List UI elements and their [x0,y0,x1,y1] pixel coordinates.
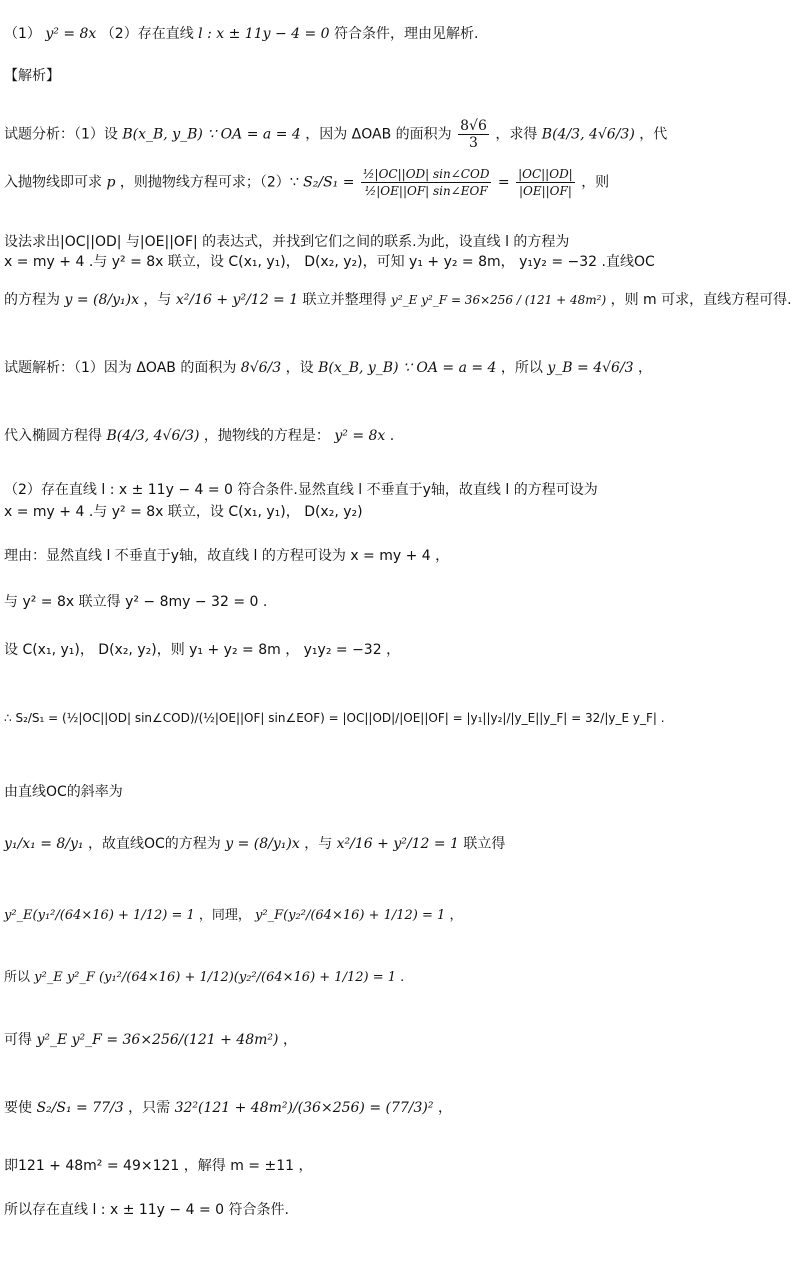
math-run: S₂/S₁ [303,174,339,191]
solution-line-10 [4,834,624,854]
text-run: ，则 [581,174,610,191]
solution-line-2 [4,426,624,446]
text-run: ，同理， [198,908,251,923]
text-run: ，求得 [495,126,538,143]
math-run: y²_F(y₂²/(64×16) + 1/12) = 1 [255,908,446,923]
math-run: B(4/3, 4√6/3) [106,428,200,444]
solution-line-15: 即121 + 48m² = 49×121 ，解得 m = ±11 ， [4,1158,313,1174]
text-run: 代入椭圆方程得 [4,428,102,444]
solution-line-7: 设 C(x₁, y₁)， D(x₂, y₂)，则 y₁ + y₂ = 8m ， y₁y₂ = −32 ， [4,642,401,658]
area-fraction [458,118,489,151]
analysis-line-3: 设法求出|OC||OD| 与|OE||OF| 的表达式，并找到它们之间的联系.为此，设直线 l 的方程为 [4,234,570,250]
solution-line-14 [4,1098,624,1118]
line-equation: l : x ± 11y − 4 = 0 [198,26,330,42]
fraction-denominator: |OE||OF| [518,184,572,198]
math-run: B(x_B, y_B) ∵ OA = a = 4 [122,126,301,143]
analysis-line-4: x = my + 4 .与 y² = 8x 联立，设 C(x₁, y₁)， D(x₂, y₂)，可知 y₁ + y₂ = 8m， y₁y₂ = −32 .直线OC [4,254,655,270]
answer-part2-label: （2）存在直线 [100,26,194,42]
solution-line-9: 由直线OC的斜率为 [4,784,123,800]
text-run: 可得 [4,1032,32,1048]
text-run: 试题解析：（1）因为 ΔOAB 的面积为 [4,360,237,376]
answer-line [4,24,624,44]
text-run: 的方程为 [4,292,60,308]
analysis-line-2: 入抛物线即可求 p ，则抛物线方程可求；（2）∵ S₂/S₁ = $\frac{\text{½|OC||OD| sin∠COD}}{\text{½|OE||OF| sin∠EOF}}$ = $\frac{|OC||OD|}{|OE||OF|}$ ，则 [4,167,610,198]
math-run: B(4/3, 4√6/3) [541,126,635,143]
math-run: y²_E(y₁²/(64×16) + 1/12) = 1 [4,908,195,923]
answer-part1-label: （1） [4,26,41,42]
text-run: ，设 [285,360,314,376]
text-run: ，与 [143,292,172,308]
text-run: ，与 [304,836,333,852]
math-run: y² = 8x [334,428,386,444]
math-run: S₂/S₁ = 77/3 [36,1100,124,1116]
solution-line-3: （2）存在直线 l : x ± 11y − 4 = 0 符合条件.显然直线 l 不垂直于y轴，故直线 l 的方程可设为 [4,482,598,498]
fraction-denominator: 3 [469,135,478,151]
parabola-equation: y² = 8x [45,26,97,42]
ellipse-equation: x²/16 + y²/12 = 1 [336,836,459,852]
fraction-denominator: ½|OE||OF| sin∠EOF [364,184,488,198]
math-run: y_B = 4√6/3 [547,360,634,376]
fraction-numerator: 8√6 [460,118,487,134]
text-run: ，故直线OC的方程为 [87,836,221,852]
text-run: 联立并整理得 [302,292,387,308]
solution-line-11 [4,906,624,926]
math-run: y²_E y²_F = 36×256 / (121 + 48m²) [391,293,607,307]
solution-line-8: ∴ S₂/S₁ = (½|OC||OD| sin∠COD)/(½|OE||OF| sin∠EOF) = |OC||OD|/|OE||OF| = |y₁||y₂|/|y_E||y_F| = 32/|y_E y_F| . [4,711,665,725]
text-run: 联立得 [463,836,506,852]
solution-line-1 [4,358,653,378]
text-run: ， [638,360,653,376]
text-run: ， [449,908,463,923]
fraction-numerator: ½|OC||OD| sin∠COD [362,167,490,181]
ellipse-equation: x²/16 + y²/12 = 1 [175,292,299,308]
text-run: ，因为 ΔOAB 的面积为 [305,126,452,143]
text-run: ，则 m 可求，直线方程可得. [610,292,792,308]
math-run: 8√6/3 [240,360,282,376]
text-run: 所以 [4,970,31,985]
text-run: ， [282,1032,297,1048]
answer-conclusion: 符合条件，理由见解析. [334,26,479,42]
text-run: 试题分析：（1）设 [4,126,118,143]
solution-line-12 [4,968,624,988]
text-run: ， [437,1100,452,1116]
analysis-line-5 [4,290,792,310]
distance-ratio-fraction [516,166,575,199]
math-run: y₁/x₁ = 8/y₁ [4,836,84,852]
section-header: 【解析】 [4,68,60,84]
math-run: y = (8/y₁)x [225,836,300,852]
solution-line-6: 与 y² = 8x 联立得 y² − 8my − 32 = 0 . [4,594,268,610]
text-run: ，只需 [128,1100,171,1116]
analysis-line-1 [4,118,668,151]
math-run: y = (8/y₁)x [64,292,139,308]
math-run: y²_E y²_F = 36×256/(121 + 48m²) [36,1032,279,1048]
solution-line-16: 所以存在直线 l : x ± 11y − 4 = 0 符合条件. [4,1202,289,1218]
text-run: ，抛物线的方程是： [203,428,330,444]
text-run: . [389,428,395,444]
text-run: ，则抛物线方程可求；（2）∵ [119,174,299,191]
text-run: . [400,970,405,985]
text-run: ，代 [639,126,668,143]
math-run: y²_E y²_F (y₁²/(64×16) + 1/12)(y₂²/(64×16) + 1/12) = 1 [34,970,396,985]
solution-line-13 [4,1030,624,1050]
fraction-numerator: |OC||OD| [518,167,573,181]
solution-line-5: 理由：显然直线 l 不垂直于y轴，故直线 l 的方程可设为 x = my + 4 ， [4,548,450,564]
math-run: 32²(121 + 48m²)/(36×256) = (77/3)² [174,1100,434,1116]
math-run: p [106,174,116,191]
solution-line-4: x = my + 4 .与 y² = 8x 联立，设 C(x₁, y₁)， D(x₂, y₂) [4,504,363,520]
math-run: B(x_B, y_B) ∵ OA = a = 4 [318,360,497,376]
text-run: 入抛物线即可求 [4,174,102,191]
text-run: 要使 [4,1100,32,1116]
text-run: ，所以 [500,360,543,376]
area-ratio-fraction [361,166,492,199]
